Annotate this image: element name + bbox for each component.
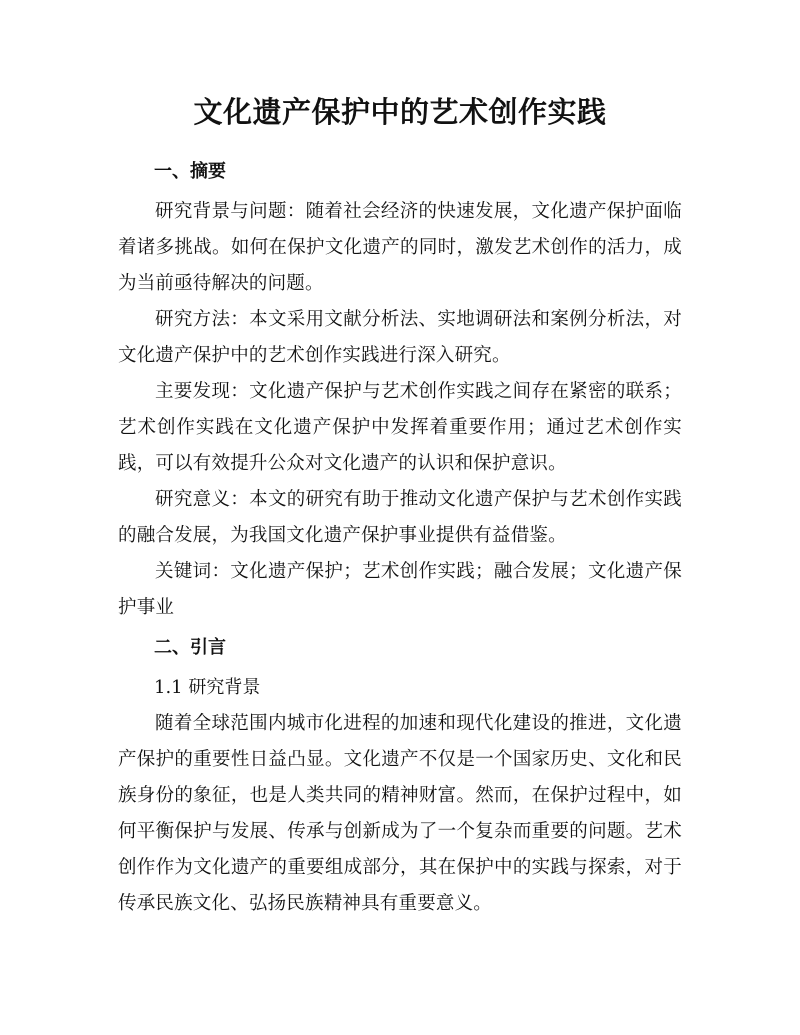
abstract-significance-paragraph: 研究意义：本文的研究有助于推动文化遗产保护与艺术创作实践的融合发展，为我国文化遗产保护事业提供有益借鉴。 <box>118 489 682 546</box>
subsection-heading-research-background: 1.1 研究背景 <box>154 677 261 698</box>
keywords-paragraph: 关键词：文化遗产保护；艺术创作实践；融合发展；文化遗产保护事业 <box>118 561 682 618</box>
section-heading-introduction: 二、引言 <box>154 637 226 658</box>
introduction-paragraph: 随着全球范围内城市化进程的加速和现代化建设的推进，文化遗产保护的重要性日益凸显。文化遗产不仅是一个国家历史、文化和民族身份的象征，也是人类共同的精神财富。然而，在保护过程中，如何平衡保护与发展、传承与创新成为了一个复杂而重要的问题。艺术创作作为文化遗产的重要组成部分，其在保护中的实践与探索，对于传承民族文化、弘扬民族精神具有重要意义。 <box>118 713 682 914</box>
abstract-background-paragraph: 研究背景与问题：随着社会经济的快速发展，文化遗产保护面临着诸多挑战。如何在保护文化遗产的同时，激发艺术创作的活力，成为当前亟待解决的问题。 <box>118 201 682 294</box>
section-heading-abstract: 一、摘要 <box>154 161 226 182</box>
document-title: 文化遗产保护中的艺术创作实践 <box>193 95 607 129</box>
abstract-method-paragraph: 研究方法：本文采用文献分析法、实地调研法和案例分析法，对文化遗产保护中的艺术创作实践进行深入研究。 <box>118 309 682 366</box>
abstract-findings-paragraph: 主要发现：文化遗产保护与艺术创作实践之间存在紧密的联系；艺术创作实践在文化遗产保护中发挥着重要作用；通过艺术创作实践，可以有效提升公众对文化遗产的认识和保护意识。 <box>118 381 682 474</box>
